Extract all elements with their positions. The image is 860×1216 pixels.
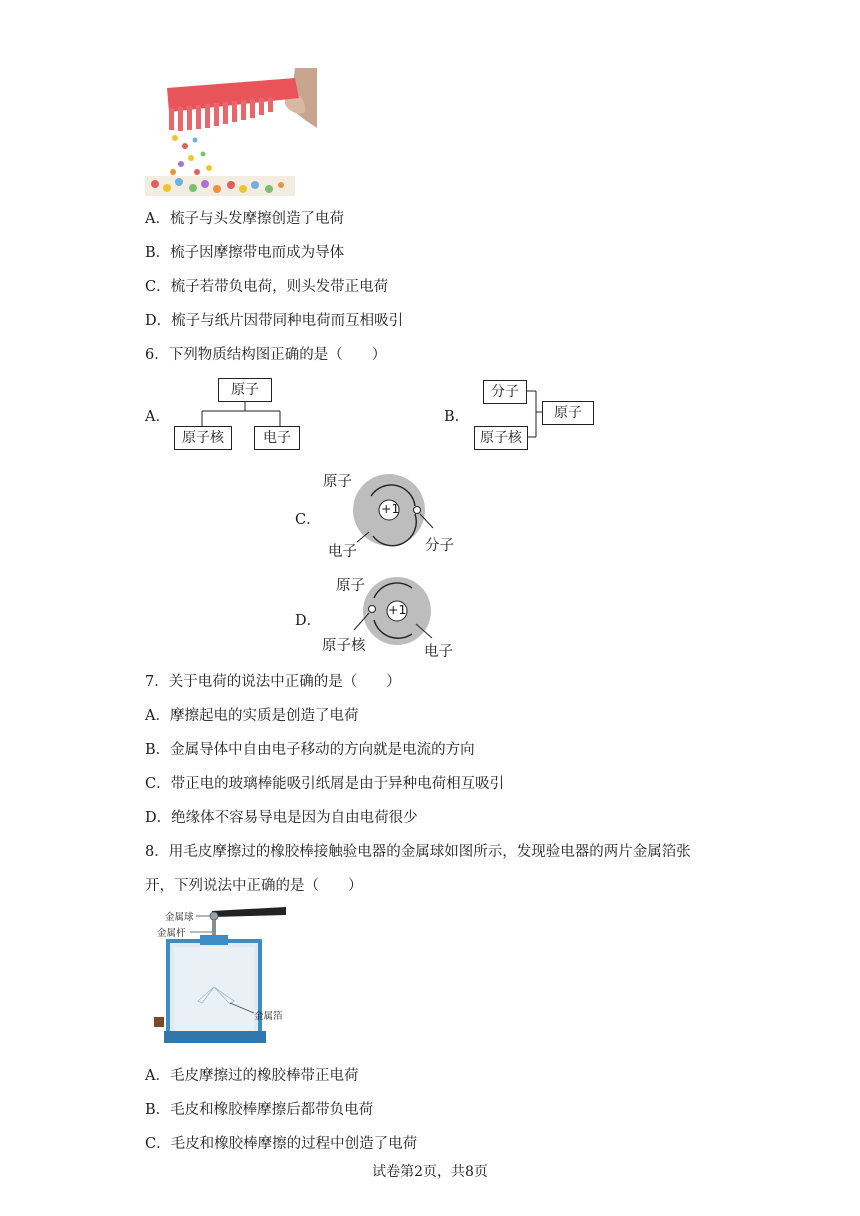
q5-option-a: A．梳子与头发摩擦创造了电荷 [145,211,344,227]
electroscope-ball-label: 金属球 [165,912,194,923]
q6-stem: 6．下列物质结构图正确的是（ ） [145,347,387,363]
q8-option-c: C．毛皮和橡胶棒摩擦的过程中创造了电荷 [145,1136,418,1152]
page-footer: 试卷第2页，共8页 [372,1164,488,1180]
q6-c-nucleus-label: +1 [381,501,400,516]
q6-d-outer-label: 原子 [336,578,365,594]
q6-d-right-label: 电子 [424,644,453,660]
q8-stem-line1: 8．用毛皮摩擦过的橡胶棒接触验电器的金属球如图所示，发现验电器的两片金属箔张 [145,844,691,860]
q6-option-a-letter: A． [145,409,170,425]
q8-option-b: B．毛皮和橡胶棒摩擦后都带负电荷 [145,1102,374,1118]
q6-d-nucleus-label: +1 [388,602,407,617]
q6-b-bottom-box: 原子核 [474,426,528,450]
q7-stem: 7．关于电荷的说法中正确的是（ ） [145,674,401,690]
q6-a-left-box: 原子核 [174,426,232,450]
q5-option-c: C．梳子若带负电荷，则头发带正电荷 [145,279,389,295]
q6-c-right-label: 分子 [425,538,454,554]
q6-a-right-box: 电子 [254,426,300,450]
q5-option-b: B．梳子因摩擦带电而成为导体 [145,245,345,261]
electroscope-rod-label: 金属杆 [157,928,186,939]
comb-photo [145,68,317,196]
q7-option-a: A．摩擦起电的实质是创造了电荷 [145,708,359,724]
q6-b-top-box: 分子 [483,380,527,404]
q6-option-c-letter: C． [295,512,321,528]
q7-option-b: B．金属导体中自由电子移动的方向就是电流的方向 [145,742,475,758]
q6-option-b-letter: B． [444,409,470,425]
q6-a-top-box: 原子 [218,378,272,402]
q8-option-a: A．毛皮摩擦过的橡胶棒带正电荷 [145,1068,359,1084]
q6-d-left-label: 原子核 [322,638,366,654]
q6-b-right-box: 原子 [542,401,594,425]
q6-c-outer-label: 原子 [323,474,352,490]
q8-stem-line2: 开，下列说法中正确的是（ ） [145,878,363,894]
q6-c-left-label: 电子 [328,544,357,560]
q7-option-d: D．绝缘体不容易导电是因为自由电荷很少 [145,810,418,826]
electroscope-foil-label: 金属箔 [254,1011,283,1022]
q6-option-d-letter: D． [295,613,322,629]
q7-option-c: C．带正电的玻璃棒能吸引纸屑是由于异种电荷相互吸引 [145,776,505,792]
q5-option-d: D．梳子与纸片因带同种电荷而互相吸引 [145,313,404,329]
